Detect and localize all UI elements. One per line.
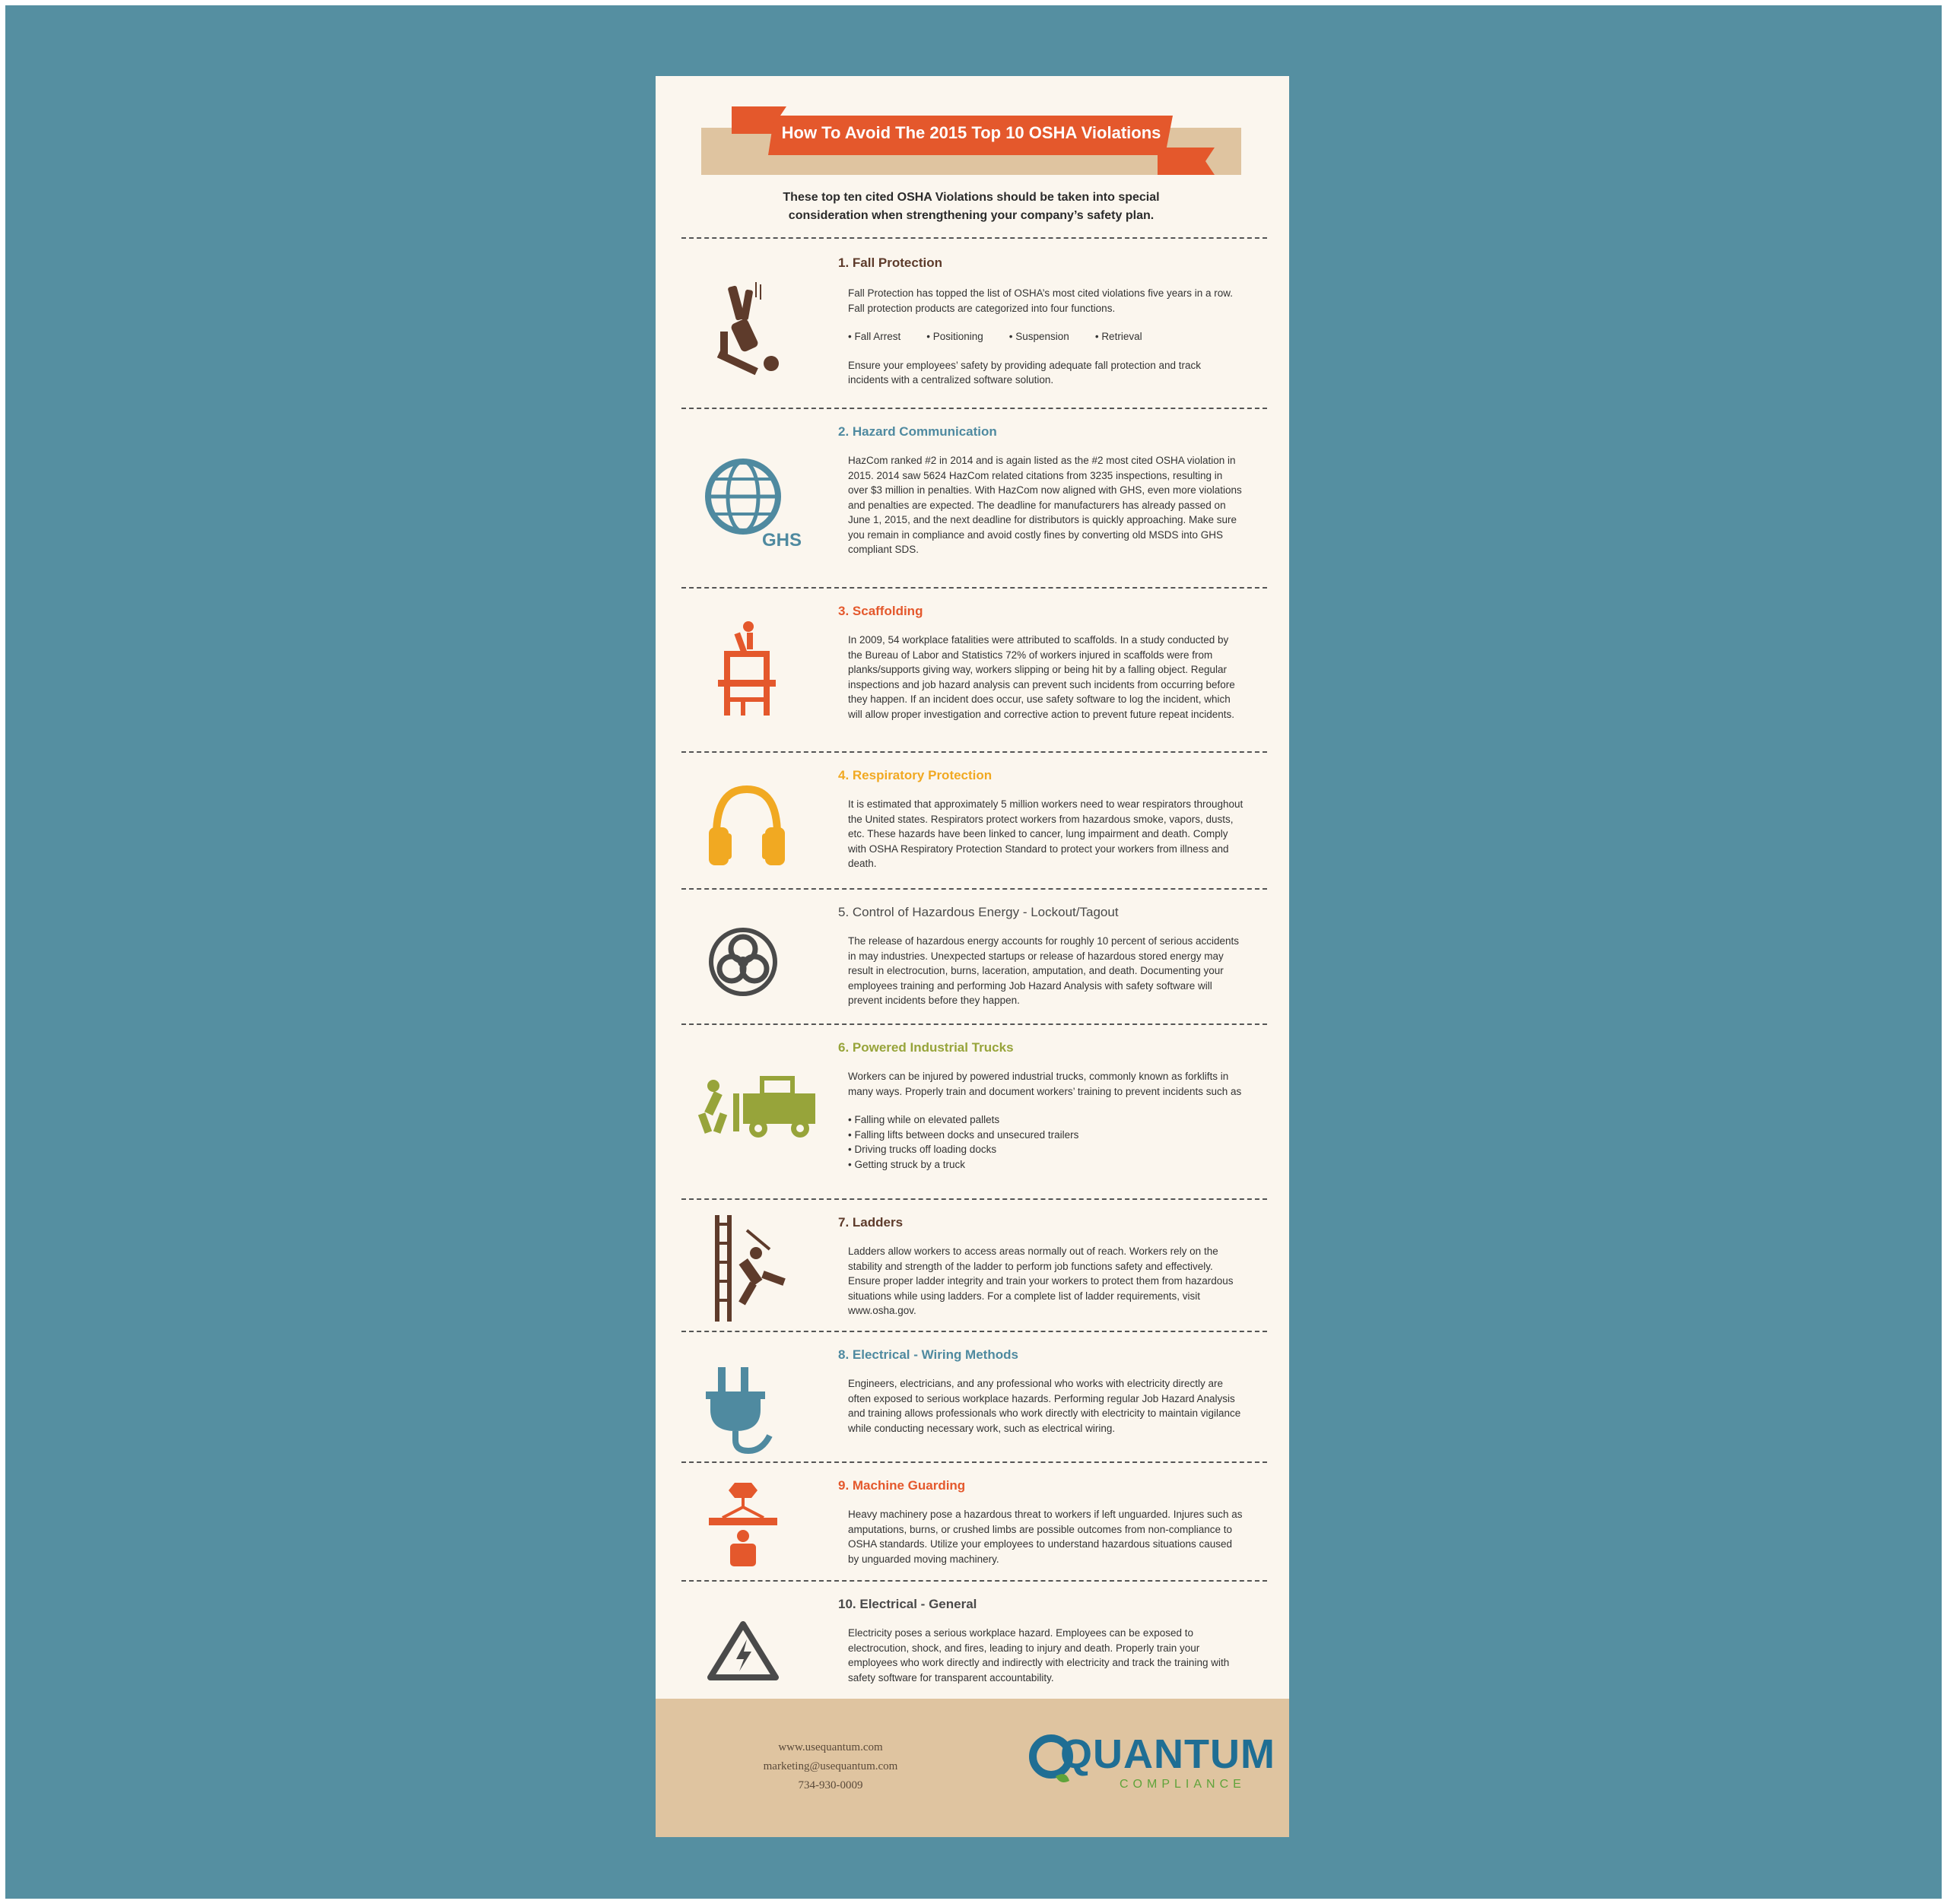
intro-text: These top ten cited OSHA Violations should be taken into special consideration when strengthening your company’s safety plan. [783,191,1160,222]
section-divider [681,1023,1267,1025]
section-divider [681,751,1267,753]
section-body [848,1376,1243,1449]
phone-number: 734-930-0009 [798,1779,863,1791]
section-divider [681,888,1267,890]
ladder-fall-icon [701,1215,792,1325]
section-paragraph: Ladders allow workers to access areas normally out of reach. Workers rely on the stability and strength of the ladder to perform job functions safety and effectively. Ensure proper ladder integrity and train your workers to protect them from hazardous situations while using ladders. For a complete list of ladder requirements, visit www.osha.gov. [848,1246,1234,1316]
section-paragraph: Workers can be injured by powered industrial trucks, commonly known as forklifts in many ways. Properly train and document workers’ training to prevent incidents such as [848,1071,1242,1097]
section-paragraph: HazCom ranked #2 in 2014 and is again listed as the #2 most cited OSHA violation in 2015. 2014 saw 5624 HazCom related citations from 3235 inspections, resulting in over $3 million in penalties. With HazCom now aligned with GHS, even more violations and penalties are expected. The deadline for manufacturers has already passed on June 1, 2015, and the next deadline for distributors is quickly approaching. Make sure you remain in compliance and avoid costly fines by converting old MSDS into GHS compliant SDS. [848,455,1242,555]
forklift-icon [701,1071,823,1169]
section-title: 7. Ladders [838,1215,904,1230]
email-link[interactable]: marketing@usequantum.com [763,1760,898,1772]
section-body [848,1507,1243,1580]
section-paragraph: The release of hazardous energy accounts for roughly 10 percent of serious accidents in may industries. Unexpected startups or release of hazardous stored energy may result in electrocution, burns, laceration, amputation, and death. Documenting your employees training and performing Job Hazard Analysis with safety software will prevent incidents before they happen. [848,935,1240,1006]
section-title: 4. Respiratory Protection [838,768,993,782]
section-title: 1. Fall Protection [838,255,942,270]
list-item: • Getting struck by a truck [848,1157,1243,1173]
incident-list [848,1112,1243,1172]
plug-icon [701,1363,792,1461]
list-item: • Positioning [926,329,983,344]
section-title: 5. Control of Hazardous Energy - Lockout/Tagout [838,905,1119,919]
ear-protection-icon [701,782,792,881]
section-title: 8. Electrical - Wiring Methods [838,1347,1018,1362]
section-body [848,797,1243,885]
section-paragraph: In 2009, 54 workplace fatalities were attributed to scaffolds. In a study conducted by the Bureau of Labor and Statistics 72% of workers injured in scaffolds were from planks/supports giving way, workers slipping or being hit by a falling object. Regular inspections and job hazard analysis can prevent such incidents from occurring before they happen. If an incident does occur, use safety software to log the incident, which will allow proper investigation and corrective action to prevent future repeat incidents. [848,634,1235,720]
section-paragraph: It is estimated that approximately 5 million workers need to wear respirators throughout the United states. Respirators protect workers from hazardous smoke, vapors, dusts, etc. These hazards have been linked to cancer, lung impairment and death. Comply with OSHA Respiratory Protection Standard to protect your workers from illness and death. [848,798,1243,869]
contact-info [732,1738,929,1795]
section-divider [681,1198,1267,1200]
logo-subtitle: COMPLIANCE [1120,1778,1246,1791]
list-item: • Fall Arrest [848,329,900,344]
section-title: 3. Scaffolding [838,604,923,618]
scaffold-icon [701,619,792,718]
section-title: 10. Electrical - General [838,1597,977,1611]
logo-wordmark: QUANTUM [1060,1731,1275,1777]
background-frame [5,5,1942,1899]
website-link[interactable]: www.usequantum.com [778,1741,883,1753]
section-divider [681,1331,1267,1332]
list-item: • Retrieval [1095,329,1142,344]
ghs-label: GHS [762,530,802,551]
section-paragraph: Ensure your employees’ safety by providing adequate fall protection and track incidents with a centralized software solution. [848,359,1202,386]
section-divider [681,408,1267,409]
infographic-poster [656,76,1289,1837]
section-divider [681,237,1267,239]
section-paragraph: Engineers, electricians, and any professional who works with electricity directly are often exposed to serious workplace hazards. Performing regular Job Hazard Analysis and training allows professionals who work directly with electricity to maintain vigilance while conducting necessary work, such as electrical wiring. [848,1378,1241,1434]
biohazard-icon [701,920,792,1019]
function-list [848,329,1243,344]
fall-icon [701,278,792,377]
section-divider [681,1461,1267,1463]
suspended-load-icon [701,1478,792,1569]
section-body [848,1069,1243,1172]
section-paragraph: Fall Protection has topped the list of OSHA’s most cited violations five years in a row. Fall protection products are categorized into four functions. [848,287,1233,314]
section-title: 6. Powered Industrial Trucks [838,1040,1014,1055]
ghs-globe-icon [701,455,802,554]
section-title: 2. Hazard Communication [838,424,997,439]
section-paragraph: Electricity poses a serious workplace hazard. Employees can be exposed to electrocution, shock, and fires, leading to injury and death. Properly train your employees who work directly and indirectly with electricity and track the training with safety software for transparent accountability. [848,1627,1230,1683]
page-title: How To Avoid The 2015 Top 10 OSHA Violations [781,123,1161,142]
section-body [848,1244,1243,1332]
list-item: • Falling lifts between docks and unsecured trailers [848,1128,1243,1143]
section-divider [681,1580,1267,1582]
section-paragraph: Heavy machinery pose a hazardous threat to workers if left unguarded. Injures such as amputations, burns, or crushed limbs are possible outcomes from non-compliance to OSHA standards. Utilize your employees to understand hazardous situations caused by unguarded moving machinery. [848,1509,1243,1565]
section-body [848,286,1243,401]
section-divider [681,587,1267,589]
section-body [848,934,1243,1022]
section-body [848,453,1243,571]
section-title: 9. Machine Guarding [838,1478,966,1493]
quantum-logo [1028,1731,1275,1799]
section-body [848,633,1243,735]
list-item: • Suspension [1009,329,1069,344]
footer [656,1699,1289,1837]
list-item: • Falling while on elevated pallets [848,1112,1243,1128]
list-item: • Driving trucks off loading docks [848,1142,1243,1157]
section-body [848,1626,1243,1699]
